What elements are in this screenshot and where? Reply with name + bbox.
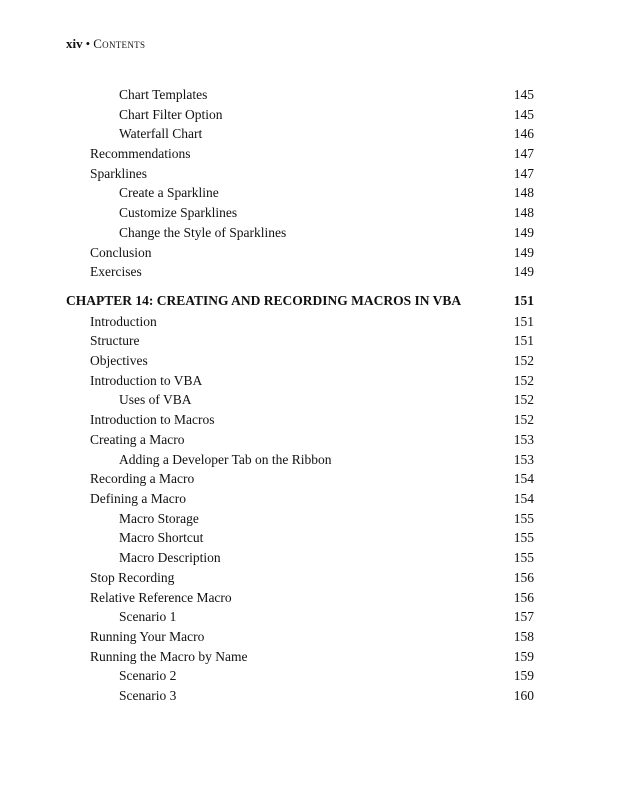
entry-page-number: 152 (513, 353, 534, 368)
subsection-entry (119, 549, 534, 567)
entry-page-number: 146 (513, 126, 534, 141)
entry-title: Change the Style of Sparklines (119, 225, 287, 240)
entry-page-number: 152 (513, 373, 534, 388)
entry-page-number: 154 (513, 471, 534, 486)
entry-page-number: 149 (513, 245, 534, 260)
entry-title: Running Your Macro (90, 629, 205, 644)
subsection-entry (119, 391, 534, 409)
running-header (66, 36, 145, 52)
entry-page-number: 149 (513, 225, 534, 240)
entry-title: Scenario 2 (119, 668, 177, 683)
subsection-entry (119, 224, 534, 242)
entry-page-number: 152 (513, 392, 534, 407)
entry-page-number: 145 (513, 107, 534, 122)
entry-title: Objectives (90, 353, 148, 368)
section-entry (90, 628, 534, 646)
entry-title: Relative Reference Macro (90, 590, 232, 605)
entry-title: Conclusion (90, 245, 152, 260)
section-entry (90, 165, 534, 183)
entry-page-number: 159 (513, 668, 534, 683)
entry-title: Stop Recording (90, 570, 175, 585)
entry-title: Scenario 1 (119, 609, 177, 624)
subsection-entry (119, 204, 534, 222)
entry-page-number: 156 (513, 570, 534, 585)
entry-title: Macro Storage (119, 511, 199, 526)
entry-page-number: 152 (513, 412, 534, 427)
entry-page-number: 155 (513, 550, 534, 565)
entry-page-number: 147 (513, 166, 534, 181)
entry-title: Macro Shortcut (119, 530, 204, 545)
subsection-entry (119, 106, 534, 124)
entry-title: Introduction (90, 314, 157, 329)
entry-title: Waterfall Chart (119, 126, 203, 141)
entry-title: Uses of VBA (119, 392, 192, 407)
entry-page-number: 151 (513, 333, 534, 348)
entry-page-number: 148 (513, 205, 534, 220)
section-entry (90, 490, 534, 508)
entry-title: Chart Templates (119, 87, 208, 102)
entry-title: Introduction to VBA (90, 373, 203, 388)
subsection-entry (119, 451, 534, 469)
section-entry (90, 648, 534, 666)
section-entry (90, 372, 534, 390)
subsection-entry (119, 529, 534, 547)
section-entry (90, 569, 534, 587)
page-number: xiv (66, 36, 83, 51)
entry-title: Exercises (90, 264, 142, 279)
subsection-entry (119, 184, 534, 202)
entry-page-number: 147 (513, 146, 534, 161)
entry-title: Customize Sparklines (119, 205, 238, 220)
entry-title: Macro Description (119, 550, 221, 565)
entry-page-number: 145 (513, 87, 534, 102)
entry-title: CHAPTER 14: CREATING AND RECORDING MACROS IN VBA (66, 293, 462, 308)
header-separator: • (85, 36, 91, 51)
entry-title: Creating a Macro (90, 432, 185, 447)
entry-page-number: 155 (513, 511, 534, 526)
section-entry (90, 411, 534, 429)
entry-page-number: 151 (513, 314, 534, 329)
header-title: Contents (93, 36, 146, 51)
entry-page-number: 151 (513, 293, 534, 308)
section-entry (90, 263, 534, 281)
subsection-entry (119, 667, 534, 685)
entry-title: Scenario 3 (119, 688, 177, 703)
entry-title: Sparklines (90, 166, 147, 181)
section-entry (90, 244, 534, 262)
section-entry (90, 313, 534, 331)
entry-page-number: 153 (513, 432, 534, 447)
section-entry (90, 589, 534, 607)
entry-page-number: 156 (513, 590, 534, 605)
section-entry (90, 470, 534, 488)
subsection-entry (119, 86, 534, 104)
entry-title: Introduction to Macros (90, 412, 215, 427)
section-entry (90, 332, 534, 350)
entry-page-number: 154 (513, 491, 534, 506)
section-entry (90, 352, 534, 370)
entry-page-number: 157 (513, 609, 534, 624)
entry-title: Create a Sparkline (119, 185, 219, 200)
entry-title: Recording a Macro (90, 471, 195, 486)
entry-page-number: 155 (513, 530, 534, 545)
entry-title: Structure (90, 333, 140, 348)
subsection-entry (119, 125, 534, 143)
entry-page-number: 153 (513, 452, 534, 467)
entry-title: Recommendations (90, 146, 191, 161)
entry-title: Defining a Macro (90, 491, 186, 506)
section-entry (90, 145, 534, 163)
entry-title: Chart Filter Option (119, 107, 223, 122)
subsection-entry (119, 687, 534, 705)
section-entry (90, 431, 534, 449)
subsection-entry (119, 608, 534, 626)
entry-page-number: 158 (513, 629, 534, 644)
entry-page-number: 148 (513, 185, 534, 200)
entry-title: Adding a Developer Tab on the Ribbon (119, 452, 332, 467)
entry-page-number: 149 (513, 264, 534, 279)
subsection-entry (119, 510, 534, 528)
entry-page-number: 159 (513, 649, 534, 664)
entry-page-number: 160 (513, 688, 534, 703)
chapter-entry (66, 292, 534, 310)
entry-title: Running the Macro by Name (90, 649, 248, 664)
